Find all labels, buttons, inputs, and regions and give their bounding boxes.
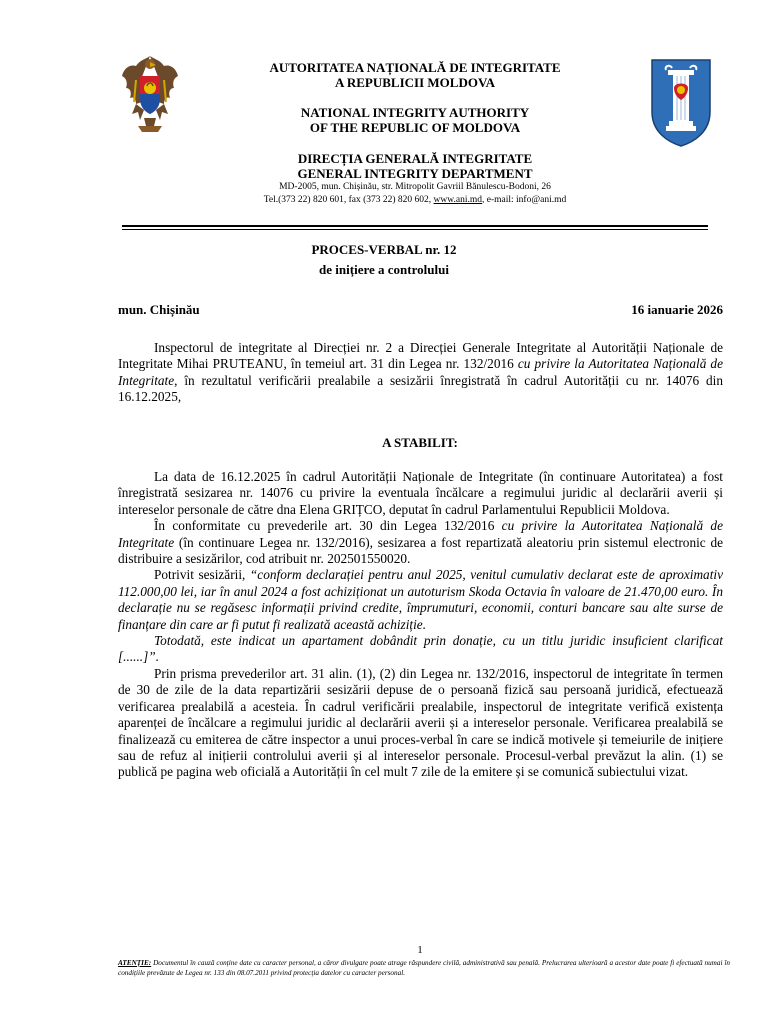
- footer-attention-note: [118, 958, 730, 978]
- header-divider: [122, 225, 708, 230]
- paragraph-1: La data de 16.12.2025 în cadrul Autorității Naționale de Integritate (în continuare Autoritatea) a fost înregistrată sesizarea nr. 14076 cu privire la eventuala încălcare a regimului juridic al declarării averii și intereselor personale de către dna Elena GRIȚCO, deputat în cadrul Parlamentului Republicii Moldova.: [118, 469, 723, 517]
- document-date: 16 ianuarie 2026: [631, 302, 723, 317]
- main-section: [118, 469, 723, 781]
- paragraph-2-law-title: cu privire la Autoritatea Națională de Integritate: [118, 518, 723, 550]
- address-line: MD-2005, mun. Chișinău, str. Mitropolit Gavriil Bănulescu-Bodoni, 26: [279, 182, 551, 192]
- authority-name-en-line1: NATIONAL INTEGRITY AUTHORITY: [300, 105, 530, 120]
- paragraph-2: [118, 518, 723, 567]
- contact-suffix: , e-mail: info@ani.md: [482, 195, 567, 205]
- paragraph-2-text-c: (în continuare Legea nr. 132/2016), sesizarea a fost repartizată aleatoriu prin sistemul electronic de distribuire a sesizărilor, cod atribuit nr. 202501550020.: [118, 534, 723, 567]
- moldova-coat-of-arms-icon: [118, 52, 182, 138]
- intro-law-title: cu privire la Autoritatea Națională de Integritate: [118, 356, 723, 388]
- ani-coat-of-arms-icon: [650, 58, 712, 148]
- intro-paragraph: [118, 340, 723, 406]
- intro-text-c: , în rezultatul verificării prealabile a sesizării înregistrată în cadrul Autorității cu nr. 14076 din 16.12.2025,: [118, 372, 723, 405]
- attention-label: ATENȚIE:: [118, 959, 152, 967]
- section-heading-stabilit: A STABILIT:: [382, 435, 458, 450]
- paragraph-3-quote: “conform declarației pentru anul 2025, venitul cumulativ declarat este de aproximativ 112.000,00 lei, iar în anul 2024 a fost achiziționat un autoturism Skoda Octavia în valoare de 21.470,00 euro. În declarație nu se regăsesc informații privind credite, împrumuturi, economii, conturi bancare sau alte surse de finanțare din care ar fi putut fi realizată această achiziție.: [118, 567, 723, 632]
- document-subtitle: de inițiere a controlului: [319, 262, 449, 277]
- department-name-en: GENERAL INTEGRITY DEPARTMENT: [297, 166, 533, 181]
- authority-name-en: [190, 105, 640, 135]
- department-name: [190, 151, 640, 181]
- contact-line: [190, 194, 640, 207]
- intro-text-a: Inspectorul de integritate al Direcției nr. 2 a Direcției Generale Integritate al Autorității Naționale de Integritate Mihai PRUTEANU, în temeiul art. 31 din Legea nr. 132/2016: [118, 340, 723, 372]
- page-number: 1: [417, 944, 423, 956]
- paragraph-5: Prin prisma prevederilor art. 31 alin. (1), (2) din Legea nr. 132/2016, inspectorul de integritate în termen de 30 de zile de la data repartizării sesizării depuse de o persoană fizică sau persoană juridică, efectuează verificarea prealabilă a acesteia. În cadrul verificării prealabile, inspectorul de integritate verifică existența aparenței de încălcare a regimului juridic al declarării averii și a intereselor personale. Verificarea prealabilă se finalizează cu emiterea de către inspector a unui proces-verbal în care se indică motivele și temeiurile de inițiere sau de refuz al inițierii controlului averii și al intereselor personale. Procesul-verbal prevăzut la alin. (1) se publică pe pagina web oficială a Autorității în cel mult 7 zile de la emitere și se comunică subiectului vizat.: [118, 665, 723, 780]
- paragraph-4: Totodată, este indicat un apartament dobândit prin donație, cu un titlu juridic insuficient clarificat [......]”.: [118, 633, 723, 665]
- paragraph-2-text-a: În conformitate cu prevederile art. 30 din Legea 132/2016: [154, 518, 502, 534]
- document-title: PROCES-VERBAL nr. 12: [311, 242, 457, 257]
- department-name-ro: DIRECȚIA GENERALĂ INTEGRITATE: [297, 151, 533, 166]
- authority-name-en-line2: OF THE REPUBLIC OF MOLDOVA: [309, 120, 521, 135]
- authority-name-ro-line2: A REPUBLICII MOLDOVA: [334, 75, 496, 90]
- intro-section: [118, 340, 723, 406]
- paragraph-3-text-a: Potrivit sesizării,: [154, 567, 250, 583]
- website-link[interactable]: www.ani.md: [433, 195, 483, 205]
- authority-name-ro-line1: AUTORITATEA NAȚIONALĂ DE INTEGRITATE: [269, 60, 561, 75]
- authority-name-ro: [190, 60, 640, 90]
- attention-text: Documentul în cauză conține date cu caracter personal, a căror divulgare poate atrage răspundere civilă, administrativă sau penală. Prelucrarea ulterioară a acestor date poate fi efectuată numai în condițiile prevăzute de Legea nr. 133 din 08.07.2011 privind protecția datelor cu caracter personal.: [118, 959, 730, 977]
- paragraph-3: [118, 567, 723, 633]
- contact-prefix: Tel.(373 22) 820 601, fax (373 22) 820 602,: [263, 195, 434, 205]
- document-place: mun. Chișinău: [118, 302, 200, 317]
